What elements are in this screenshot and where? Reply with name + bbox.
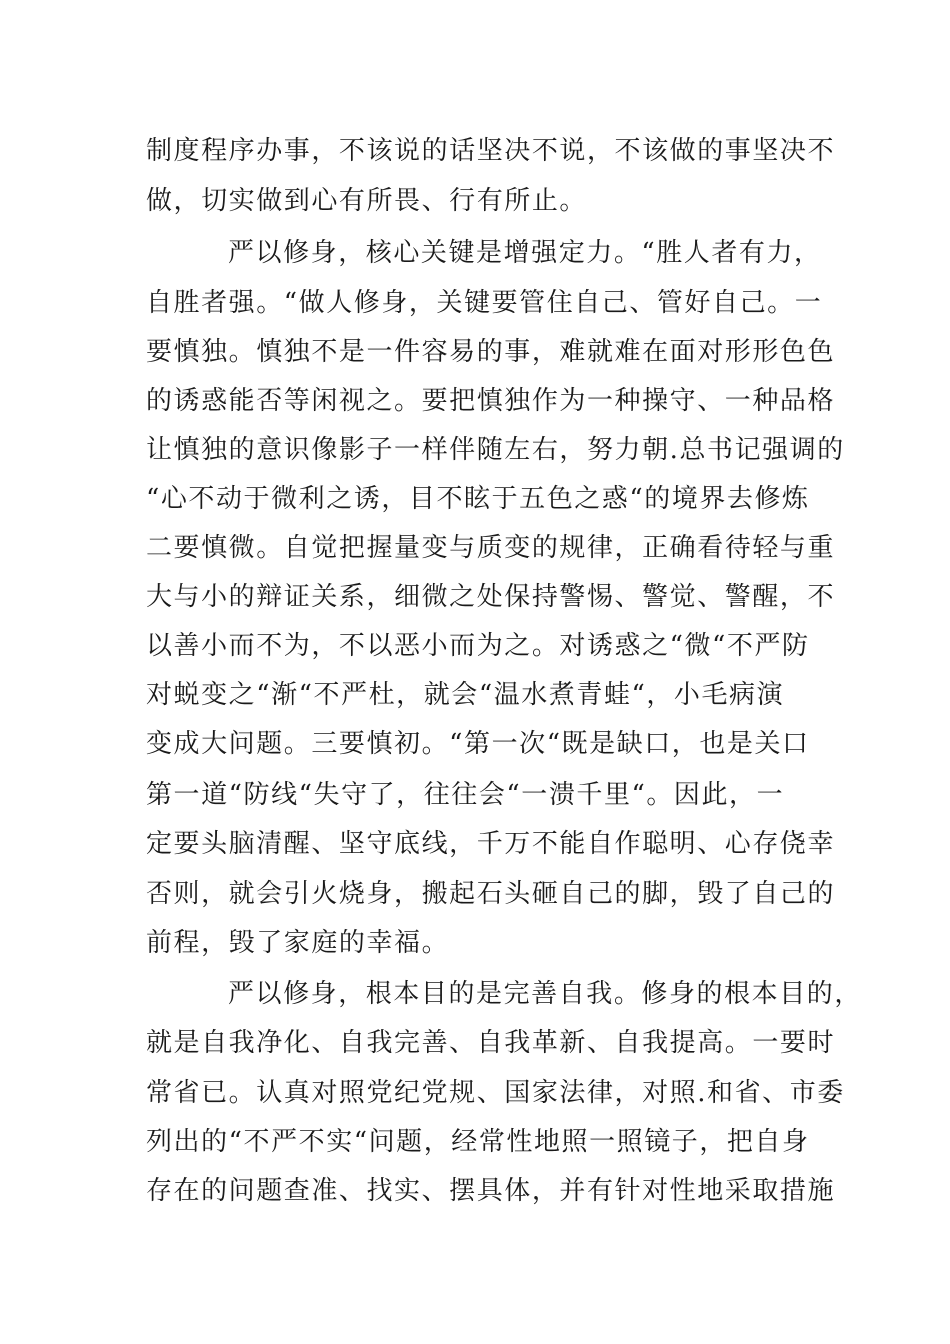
- text-line: 做，切实做到心有所畏、行有所止。: [146, 186, 587, 216]
- text-line: 变成大问题。三要慎初。“第一次“既是缺口，也是关口: [146, 729, 810, 759]
- paragraph-start-line: 严以修身，核心关键是增强定力。“胜人者有力，: [228, 238, 822, 268]
- paragraph-start-line: 严以修身，根本目的是完善自我。修身的根本目的，: [228, 979, 862, 1009]
- text-line: 第一道“防线“失守了，往往会“一溃千里“。因此，一: [146, 780, 785, 810]
- text-line: 存在的问题查准、找实、摆具体，并有针对性地采取措施: [146, 1176, 836, 1206]
- text-line: 常省已。认真对照党纪党规、国家法律，对照.和省、市委: [146, 1078, 845, 1108]
- text-line: 就是自我净化、自我完善、自我革新、自我提高。一要时: [146, 1028, 836, 1058]
- text-line: 对蜕变之“渐“不严杜，就会“温水煮青蛙“，小毛病演: [146, 680, 785, 710]
- text-line: 让慎独的意识像影子一样伴随左右，努力朝.总书记强调的: [146, 435, 845, 465]
- text-line: “心不动于微利之诱，目不眩于五色之惑“的境界去修炼: [146, 484, 810, 514]
- text-line: 定要头脑清醒、坚守底线，千万不能自作聪明、心存侥幸: [146, 829, 836, 859]
- text-line: 否则，就会引火烧身，搬起石头砸自己的脚，毁了自己的: [146, 879, 836, 909]
- text-line: 列出的“不严不实“问题，经常性地照一照镜子，把自身: [146, 1127, 810, 1157]
- text-line: 要慎独。慎独不是一件容易的事，难就难在面对形形色色: [146, 337, 836, 367]
- text-line: 自胜者强。“做人修身，关键要管住自己、管好自己。一: [146, 288, 823, 318]
- text-line: 前程，毁了家庭的幸福。: [146, 928, 450, 958]
- text-line: 二要慎微。自觉把握量变与质变的规律，正确看待轻与重: [146, 533, 836, 563]
- text-line: 的诱惑能否等闲视之。要把慎独作为一种操守、一种品格: [146, 386, 836, 416]
- text-line: 制度程序办事，不该说的话坚决不说，不该做的事坚决不: [146, 136, 836, 166]
- text-line: 以善小而不为，不以恶小而为之。对诱惑之“微“不严防: [146, 631, 810, 661]
- text-line: 大与小的辩证关系，细微之处保持警惕、警觉、警醒，不: [146, 582, 836, 612]
